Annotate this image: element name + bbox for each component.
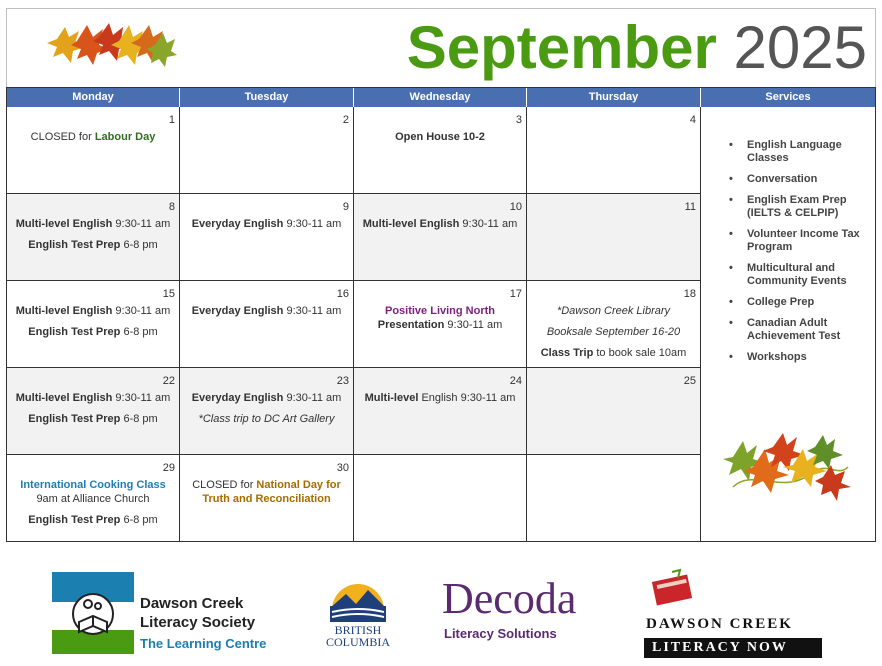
class-time: 6-8 pm (120, 514, 158, 526)
day-cell-23 (180, 368, 354, 455)
day-cell-22 (7, 368, 180, 455)
day-number: 25 (683, 375, 696, 387)
class-time: English 9:30-11 am (421, 392, 516, 404)
decoda-name: Decoda (442, 574, 577, 623)
day-event: Open House 10-2 (395, 131, 485, 143)
class-name: Multi-level (364, 392, 422, 404)
day-cell-16 (180, 281, 354, 368)
day-cell-4 (527, 107, 701, 194)
day-event (184, 304, 349, 318)
dcln-logo (644, 568, 828, 662)
class-name: Presentation (377, 319, 445, 331)
day-cell-11 (527, 194, 701, 281)
class-time: 9:30-11 am (112, 305, 171, 317)
event-note: *Dawson Creek Library (556, 305, 671, 317)
class-name: Everyday English (191, 392, 284, 404)
dcln-line-2: LITERACY NOW (644, 638, 822, 658)
service-item: • Volunteer Income Tax Program (727, 228, 875, 254)
day-number: 8 (168, 201, 175, 213)
class-name: Multi-level English (15, 305, 113, 317)
calendar-grid (6, 87, 876, 542)
weekday-thursday: Thursday (527, 88, 701, 107)
class-time: 6-8 pm (120, 326, 158, 338)
class-name: Multi-level English (362, 218, 460, 230)
day-cell-24 (354, 368, 527, 455)
service-item: • Workshops (727, 351, 875, 364)
dcls-logo (52, 572, 292, 654)
day-number: 29 (162, 462, 175, 474)
day-event (11, 130, 175, 144)
bc-sun-icon (316, 576, 400, 622)
weekday-header-row (7, 88, 875, 107)
day-event (358, 318, 522, 332)
day-event (184, 217, 349, 231)
service-item: • College Prep (727, 296, 875, 309)
day-number: 3 (515, 114, 522, 126)
day-number: 30 (336, 462, 349, 474)
day-number: 1 (168, 114, 175, 126)
class-time: 9:30-11 am (112, 218, 171, 230)
day-event (531, 346, 696, 360)
month-name: September (406, 14, 717, 81)
day-event (358, 391, 522, 405)
day-cell-17 (354, 281, 527, 368)
page-title (407, 13, 867, 83)
service-item: • Multicultural and Community Events (727, 262, 875, 288)
closed-label: CLOSED for (30, 131, 95, 143)
day-event (11, 391, 175, 405)
dcls-line-1: Dawson Creek (140, 595, 244, 612)
day-cell-3 (354, 107, 527, 194)
closed-label: CLOSED (192, 479, 238, 491)
weekday-wednesday: Wednesday (354, 88, 527, 107)
day-number: 24 (509, 375, 522, 387)
year: 2025 (733, 14, 867, 81)
services-list (701, 139, 875, 364)
bc-name (316, 624, 400, 648)
day-event (11, 325, 175, 339)
dcln-line-1: DAWSON CREEK (646, 616, 793, 632)
day-number: 23 (336, 375, 349, 387)
class-time: 9:30-11 am (283, 392, 342, 404)
day-cell-29 (7, 455, 180, 542)
day-cell-2 (180, 107, 354, 194)
class-time: 6-8 pm (120, 413, 158, 425)
decoda-subtitle: Literacy Solutions (444, 626, 557, 641)
day-number: 9 (342, 201, 349, 213)
class-name: English Test Prep (28, 326, 121, 338)
bc-line-2: COLUMBIA (325, 635, 390, 649)
autumn-leaves-icon (723, 427, 853, 507)
day-number: 16 (336, 288, 349, 300)
class-time: 9:30-11 am (112, 392, 171, 404)
holiday-name-cont: Truth and Reconciliation (202, 493, 331, 505)
day-number: 4 (689, 114, 696, 126)
services-header: Services (765, 91, 811, 103)
class-time: 9:30-11 am (283, 305, 342, 317)
day-number: 15 (162, 288, 175, 300)
day-cell-8 (7, 194, 180, 281)
closed-for-text: for (237, 479, 257, 491)
day-number: 17 (509, 288, 522, 300)
service-item: • English Language Classes (727, 139, 875, 165)
event-name: Positive Living North (384, 305, 495, 317)
day-number: 2 (342, 114, 349, 126)
services-panel (701, 107, 875, 541)
class-time: 9:30-11 am (459, 218, 518, 230)
bc-logo (316, 576, 400, 656)
day-event (184, 478, 349, 492)
day-event (358, 217, 522, 231)
day-number: 11 (684, 201, 696, 213)
day-cell-empty (527, 455, 701, 542)
class-time: 9:30-11 am (444, 319, 503, 331)
day-event (184, 391, 349, 405)
calendar-header (6, 8, 876, 87)
class-time: 6-8 pm (120, 239, 158, 251)
day-number: 10 (509, 201, 522, 213)
weekday-tuesday: Tuesday (180, 88, 354, 107)
event-location: 9am at Alliance Church (36, 493, 150, 505)
service-item: • English Exam Prep (IELTS & CELPIP) (727, 194, 875, 220)
event-name: International Cooking Class (20, 479, 166, 491)
day-event (11, 217, 175, 231)
book-icon (650, 568, 694, 608)
event-note: Booksale September 16-20 (546, 326, 681, 338)
class-name: Multi-level English (15, 218, 113, 230)
day-event (11, 238, 175, 252)
weekday-monday: Monday (7, 88, 180, 107)
day-cell-15 (7, 281, 180, 368)
day-cell-10 (354, 194, 527, 281)
class-name: English Test Prep (28, 514, 121, 526)
class-name: Everyday English (191, 218, 284, 230)
bc-line-1: BRITISH (334, 623, 382, 637)
service-item: • Conversation (727, 173, 875, 186)
decoda-logo (442, 560, 612, 660)
day-number: 22 (162, 375, 175, 387)
day-cell-25 (527, 368, 701, 455)
day-event (11, 412, 175, 426)
holiday-name: National Day for (256, 479, 341, 491)
day-cell-1 (7, 107, 180, 194)
class-name: English Test Prep (28, 413, 121, 425)
dcls-name (140, 594, 266, 653)
day-event (11, 513, 175, 527)
class-time: 9:30-11 am (283, 218, 342, 230)
event-note: *Class trip to DC Art Gallery (198, 413, 335, 425)
service-item: • Canadian Adult Achievement Test (727, 317, 875, 343)
day-cell-9 (180, 194, 354, 281)
sponsor-logos (0, 560, 882, 666)
day-cell-empty (354, 455, 527, 542)
day-cell-30 (180, 455, 354, 542)
class-name: English Test Prep (28, 239, 121, 251)
day-event (11, 304, 175, 318)
dcls-line-2: Literacy Society (140, 614, 256, 631)
learning-centre-icon (52, 572, 134, 654)
day-number: 18 (683, 288, 696, 300)
class-name: Class Trip (540, 347, 594, 359)
day-cell-18 (527, 281, 701, 368)
holiday-name: Labour Day (94, 131, 156, 143)
autumn-leaves-icon (47, 19, 177, 69)
class-name: Everyday English (191, 305, 284, 317)
dcls-line-3: The Learning Centre (140, 636, 267, 651)
class-time: to book sale 10am (593, 347, 687, 359)
class-name: Multi-level English (15, 392, 113, 404)
